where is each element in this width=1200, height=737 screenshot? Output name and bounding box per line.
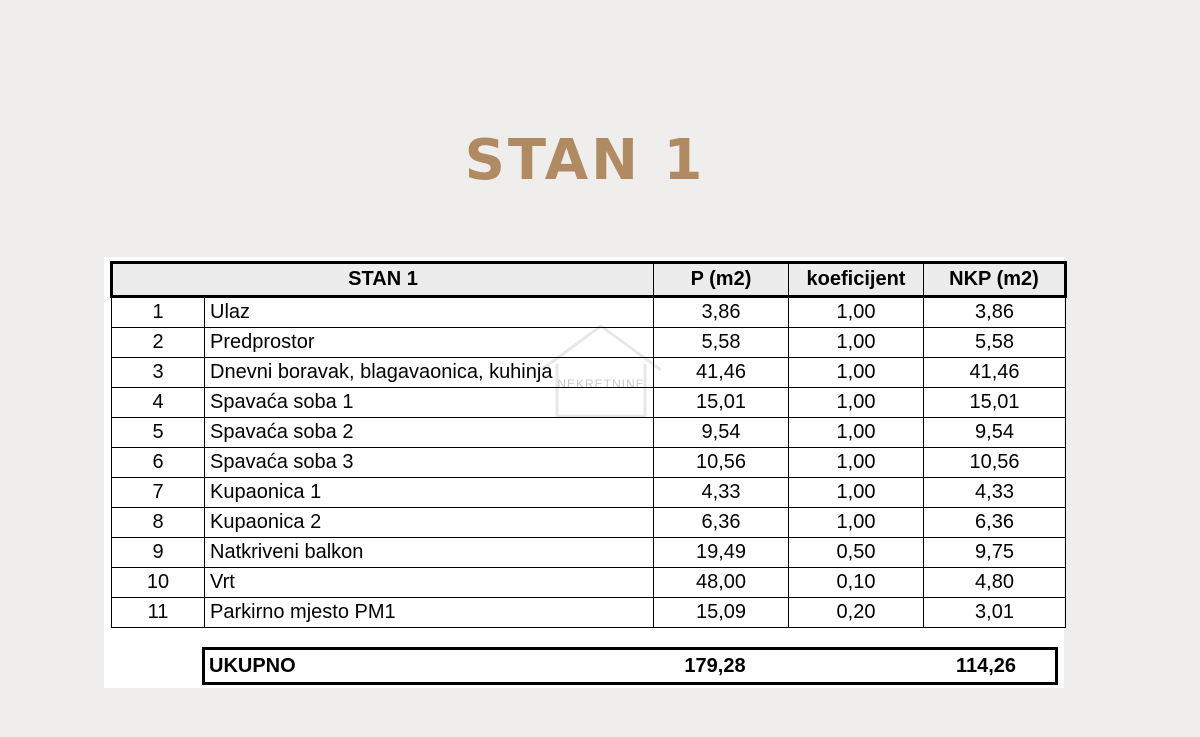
row-koeficijent: 0,10 <box>789 568 924 598</box>
row-number: 2 <box>112 328 205 358</box>
row-room-name: Ulaz <box>205 297 654 328</box>
row-number: 1 <box>112 297 205 328</box>
row-koeficijent: 1,00 <box>789 418 924 448</box>
row-room-name: Kupaonica 2 <box>205 508 654 538</box>
row-p: 3,86 <box>654 297 789 328</box>
row-p: 5,58 <box>654 328 789 358</box>
row-koeficijent: 0,20 <box>789 598 924 628</box>
total-row <box>202 647 1058 685</box>
total-p: 179,28 <box>684 655 746 677</box>
row-p: 10,56 <box>654 448 789 478</box>
row-number: 6 <box>112 448 205 478</box>
row-koeficijent: 1,00 <box>789 297 924 328</box>
row-room-name: Vrt <box>205 568 654 598</box>
row-number: 3 <box>112 358 205 388</box>
row-nkp: 9,75 <box>924 538 1066 568</box>
row-room-name: Kupaonica 1 <box>205 478 654 508</box>
row-room-name: Predprostor <box>205 328 654 358</box>
row-p: 19,49 <box>654 538 789 568</box>
table-row <box>112 478 1066 508</box>
row-room-name: Spavaća soba 2 <box>205 418 654 448</box>
row-nkp: 3,01 <box>924 598 1066 628</box>
header-koeficijent: koeficijent <box>789 263 924 297</box>
table-row <box>112 418 1066 448</box>
row-nkp: 9,54 <box>924 418 1066 448</box>
table-row <box>112 568 1066 598</box>
header-stan: STAN 1 <box>112 263 654 297</box>
row-room-name: Natkriveni balkon <box>205 538 654 568</box>
table-header-row <box>112 263 1066 297</box>
row-koeficijent: 1,00 <box>789 358 924 388</box>
row-number: 4 <box>112 388 205 418</box>
row-koeficijent: 0,50 <box>789 538 924 568</box>
row-koeficijent: 1,00 <box>789 388 924 418</box>
row-nkp: 5,58 <box>924 328 1066 358</box>
row-koeficijent: 1,00 <box>789 508 924 538</box>
header-p: P (m2) <box>654 263 789 297</box>
table-row <box>112 358 1066 388</box>
row-p: 9,54 <box>654 418 789 448</box>
row-nkp: 4,80 <box>924 568 1066 598</box>
row-room-name: Spavaća soba 1 <box>205 388 654 418</box>
table-row <box>112 448 1066 478</box>
row-p: 48,00 <box>654 568 789 598</box>
row-number: 7 <box>112 478 205 508</box>
table-row <box>112 297 1066 328</box>
row-p: 15,09 <box>654 598 789 628</box>
row-nkp: 3,86 <box>924 297 1066 328</box>
row-nkp: 6,36 <box>924 508 1066 538</box>
row-room-name: Parkirno mjesto PM1 <box>205 598 654 628</box>
row-number: 9 <box>112 538 205 568</box>
row-p: 41,46 <box>654 358 789 388</box>
row-p: 6,36 <box>654 508 789 538</box>
total-label: UKUPNO <box>209 655 296 677</box>
table-row <box>112 538 1066 568</box>
table-row <box>112 598 1066 628</box>
row-koeficijent: 1,00 <box>789 448 924 478</box>
row-koeficijent: 1,00 <box>789 478 924 508</box>
watermark-text: NEKRETNINE <box>557 377 645 391</box>
table-row <box>112 388 1066 418</box>
row-koeficijent: 1,00 <box>789 328 924 358</box>
row-room-name: Spavaća soba 3 <box>205 448 654 478</box>
row-nkp: 41,46 <box>924 358 1066 388</box>
header-nkp: NKP (m2) <box>924 263 1066 297</box>
row-nkp: 4,33 <box>924 478 1066 508</box>
page-title: STAN 1 <box>464 128 706 193</box>
row-number: 8 <box>112 508 205 538</box>
row-nkp: 10,56 <box>924 448 1066 478</box>
row-p: 15,01 <box>654 388 789 418</box>
table-row <box>112 328 1066 358</box>
table-row <box>112 508 1066 538</box>
row-room-name: Dnevni boravak, blagavaonica, kuhinja <box>205 358 654 388</box>
row-p: 4,33 <box>654 478 789 508</box>
row-number: 11 <box>112 598 205 628</box>
row-nkp: 15,01 <box>924 388 1066 418</box>
total-nkp: 114,26 <box>955 655 1017 677</box>
row-number: 5 <box>112 418 205 448</box>
row-number: 10 <box>112 568 205 598</box>
area-table <box>110 261 1067 628</box>
